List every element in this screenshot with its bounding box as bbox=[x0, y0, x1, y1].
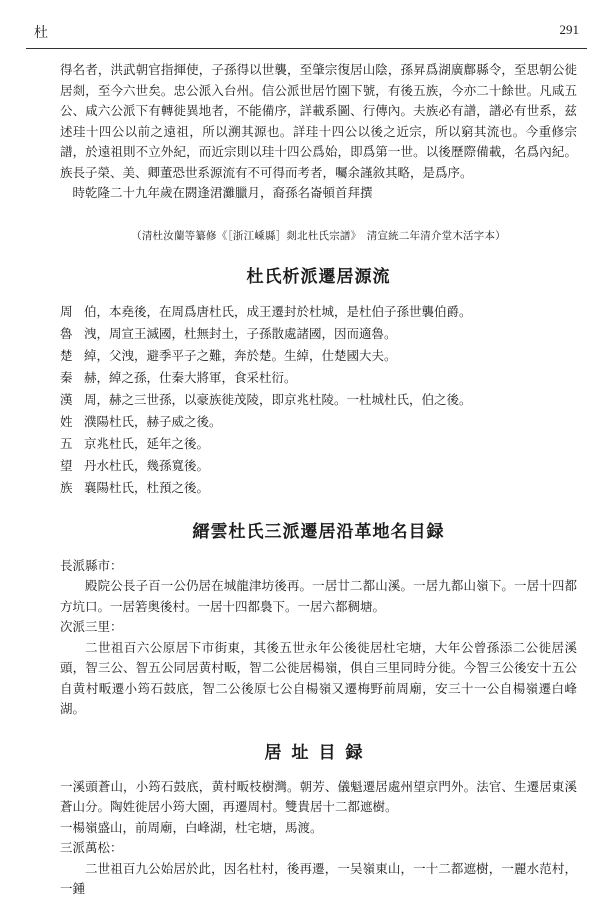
residence-paragraph: 一楊嶺盛山，前周廟，白峰湖，杜宅塘，馬渡。 bbox=[60, 819, 323, 835]
lineage-text: 伯，本堯後，在周爲唐杜氏，成王遷封於杜城，是杜伯子孫世襲伯爵。 bbox=[84, 303, 472, 319]
long-branch-text: 殿院公長子百一公仍居在城龍津坊後再。一居廿二都山溪。一居九都山嶺下。一居十四都方坑口。一居箬奥後村。一居十四都裊下。一居六都稠塘。 bbox=[60, 578, 577, 614]
lineage-text: 周，赫之三世孫，以豪族徙茂陵，即京兆杜陵。一杜城杜氏，伯之後。 bbox=[84, 391, 472, 407]
lineage-key: 五 bbox=[60, 435, 73, 451]
lineage-text: 綽，父洩，避季平子之難，奔於楚。生綽，仕楚國大夫。 bbox=[84, 347, 397, 363]
preface-closing: 時乾隆二十九年歲在閼逢涒灘臘月，裔孫名崙頓首拜撰 bbox=[72, 185, 373, 200]
running-title: 杜 bbox=[34, 25, 48, 41]
section-title-lineage: 杜氏析派遷居源流 bbox=[246, 266, 391, 287]
lineage-text: 京兆杜氏，延年之後。 bbox=[84, 435, 210, 451]
source-citation: （清杜汝蘭等纂修《［浙江嵊縣］剡北杜氏宗譜》 清宣統二年清介堂木活字本） bbox=[131, 229, 506, 242]
lineage-key: 楚 bbox=[60, 347, 73, 363]
preface-paragraph: 得名者，洪武朝官指揮使，子孫得以世襲，至肇宗復居山陰，孫昇爲湖廣鄜縣令，至思朝公徙居剡，至今六世矣。忠公派入台州。信公派世居竹園下號，有後五族，今亦二十餘世。凡咸五公、咸六公派下有轉徙異地者，不能備序，詳載系圖、行傳內。夫族必有譜，譜必有世系，兹述珪十四公以前之遠祖，所以溯其源也。詳珪十四公以後之近宗，所以窮其流也。今重修宗譜，於遠祖則不立外紀，而近宗則以珪十四公爲始，即爲第一世。以後歷際備載，名爲內紀。族長子榮、美、卿董恐世系源流有不可得而考者，囑余謹敘其略，是爲序。 bbox=[60, 62, 577, 180]
lineage-key: 姓 bbox=[60, 413, 73, 429]
lineage-key: 漢 bbox=[60, 391, 73, 407]
lineage-row bbox=[60, 389, 577, 411]
lineage-row bbox=[60, 455, 577, 477]
lineage-list bbox=[60, 301, 577, 499]
header-divider bbox=[26, 48, 587, 49]
residence-paragraph: 二世祖百九公始居於此，因名杜村，後再遷，一吴嶺東山，一十二都遮樹，一麗水范村，一鍾 bbox=[60, 860, 577, 896]
lineage-key: 族 bbox=[60, 479, 73, 495]
third-branch-label: 三派萬松： bbox=[60, 840, 123, 855]
lineage-row bbox=[60, 411, 577, 433]
page-header bbox=[26, 14, 587, 44]
second-branch-label: 次派三里： bbox=[60, 619, 123, 634]
page-number: 291 bbox=[559, 22, 579, 37]
lineage-row bbox=[60, 367, 577, 389]
lineage-key: 周 bbox=[60, 303, 73, 319]
lineage-key: 秦 bbox=[60, 369, 73, 385]
section-title-relocation: 縉雲杜氏三派遷居沿革地名目録 bbox=[192, 521, 445, 542]
second-branch-text: 二世祖百六公原居下市街東，其後五世永年公後徙居杜宅塘，大年公曾孫添二公徙居溪頭，智三公、智五公同居黄村畈，智二公徙居楊嶺，俱自三里同時分徙。今智三公後安十五公自黄村畈遷小筠石鼓底，智二公後原七公自楊嶺又遷梅野前周廟，安三十一公自楊嶺遷白峰湖。 bbox=[60, 639, 577, 716]
lineage-text: 襄陽杜氏，杜預之後。 bbox=[84, 479, 210, 495]
section-title-residence: 居址目録 bbox=[264, 742, 373, 763]
lineage-row bbox=[60, 345, 577, 367]
page-body bbox=[60, 60, 577, 900]
lineage-row bbox=[60, 477, 577, 499]
lineage-text: 濮陽杜氏，赫子威之後。 bbox=[84, 413, 222, 429]
lineage-key: 望 bbox=[60, 457, 73, 473]
lineage-text: 丹水杜氏，幾孫寬後。 bbox=[84, 457, 210, 473]
residence-paragraph: 一溪頭蒼山，小筠石鼓底，黄村畈枝樹灣。朝芳、儀魁遷居處州望京門外。法官、生遷居東溪蒼山分。陶姓徙居小筠大園，再遷周村。雙貴居十二都遮樹。 bbox=[60, 778, 577, 814]
long-branch-label: 長派縣市： bbox=[60, 557, 123, 573]
lineage-row bbox=[60, 433, 577, 455]
lineage-row bbox=[60, 323, 577, 345]
lineage-text: 洩，周宣王滅國，杜無封土，子孫散處諸國，因而適魯。 bbox=[84, 325, 397, 341]
lineage-row bbox=[60, 301, 577, 323]
lineage-key: 魯 bbox=[60, 325, 73, 341]
lineage-text: 赫，綽之孫，仕秦大將軍，食采杜衍。 bbox=[84, 369, 297, 385]
